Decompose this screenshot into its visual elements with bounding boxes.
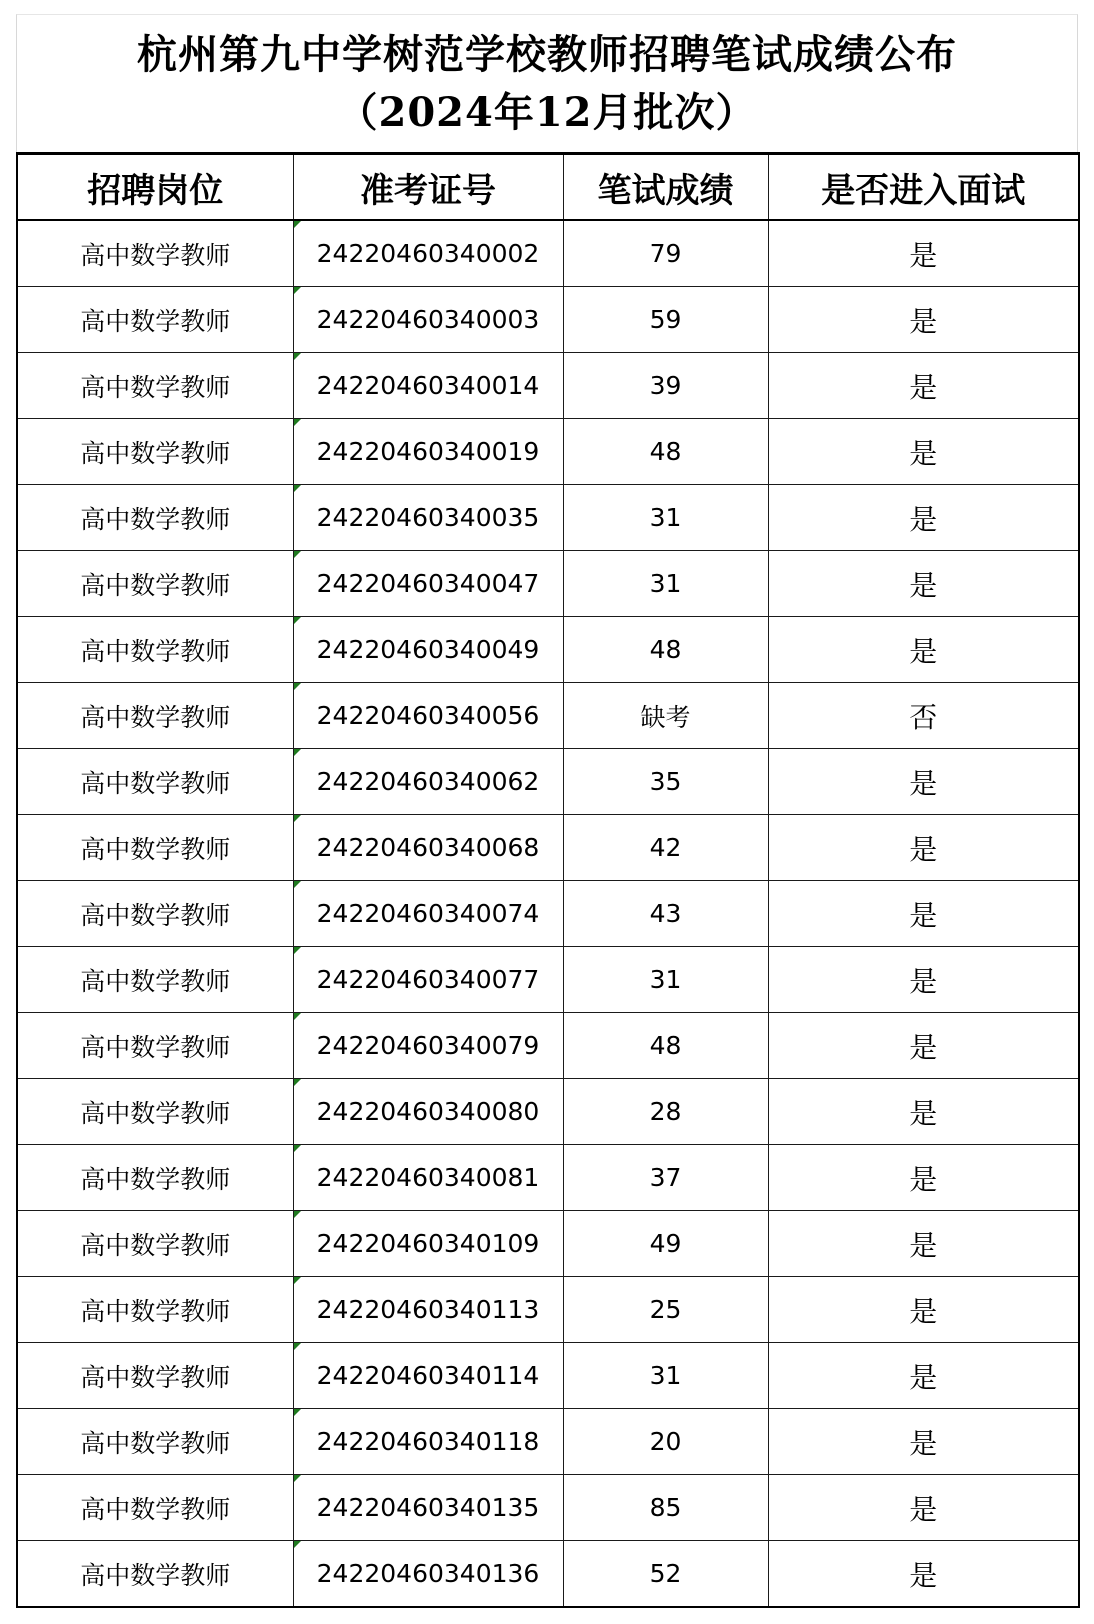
post-cell: 高中数学教师 [17,947,293,1013]
header-post: 招聘岗位 [17,154,293,221]
post-cell: 高中数学教师 [17,1211,293,1277]
post-cell: 高中数学教师 [17,1343,293,1409]
exam-id-cell: 24220460340136 [293,1541,563,1608]
interview-result-cell: 是 [768,220,1079,287]
score-cell: 59 [563,287,768,353]
exam-id-cell: 24220460340135 [293,1475,563,1541]
score-table [16,152,1080,1608]
score-cell: 42 [563,815,768,881]
interview-result-cell: 是 [768,815,1079,881]
exam-id-cell: 24220460340002 [293,220,563,287]
table-row [17,1409,1079,1475]
interview-result-cell: 是 [768,419,1079,485]
header-exam-id: 准考证号 [293,154,563,221]
interview-result-cell: 是 [768,881,1079,947]
table-row [17,1541,1079,1608]
score-cell: 35 [563,749,768,815]
table-row [17,881,1079,947]
exam-id-cell: 24220460340079 [293,1013,563,1079]
header-row [17,154,1079,221]
table-row [17,1013,1079,1079]
post-cell: 高中数学教师 [17,749,293,815]
interview-result-cell: 是 [768,485,1079,551]
score-sheet [16,14,1078,1608]
table-body [17,220,1079,1607]
score-cell: 49 [563,1211,768,1277]
interview-result-cell: 是 [768,1145,1079,1211]
score-cell: 31 [563,1343,768,1409]
table-row [17,419,1079,485]
score-cell: 48 [563,617,768,683]
post-cell: 高中数学教师 [17,220,293,287]
interview-result-cell: 是 [768,1409,1079,1475]
table-row [17,287,1079,353]
table-row [17,749,1079,815]
interview-result-cell: 是 [768,1343,1079,1409]
post-cell: 高中数学教师 [17,881,293,947]
score-cell: 25 [563,1277,768,1343]
table-row [17,551,1079,617]
table-row [17,1475,1079,1541]
header-interview: 是否进入面试 [768,154,1079,221]
interview-result-cell: 是 [768,1013,1079,1079]
interview-result-cell: 是 [768,1277,1079,1343]
table-row [17,485,1079,551]
post-cell: 高中数学教师 [17,1079,293,1145]
score-cell: 缺考 [563,683,768,749]
exam-id-cell: 24220460340049 [293,617,563,683]
interview-result-cell: 是 [768,947,1079,1013]
post-cell: 高中数学教师 [17,1277,293,1343]
exam-id-cell: 24220460340003 [293,287,563,353]
score-cell: 48 [563,1013,768,1079]
score-cell: 31 [563,947,768,1013]
interview-result-cell: 是 [768,287,1079,353]
exam-id-cell: 24220460340081 [293,1145,563,1211]
score-cell: 28 [563,1079,768,1145]
title-block [16,14,1078,152]
table-row [17,1277,1079,1343]
table-row [17,1211,1079,1277]
post-cell: 高中数学教师 [17,1475,293,1541]
exam-id-cell: 24220460340080 [293,1079,563,1145]
score-cell: 39 [563,353,768,419]
score-cell: 31 [563,551,768,617]
score-cell: 43 [563,881,768,947]
post-cell: 高中数学教师 [17,353,293,419]
interview-result-cell: 是 [768,1541,1079,1608]
exam-id-cell: 24220460340077 [293,947,563,1013]
exam-id-cell: 24220460340047 [293,551,563,617]
score-cell: 79 [563,220,768,287]
post-cell: 高中数学教师 [17,815,293,881]
exam-id-cell: 24220460340074 [293,881,563,947]
interview-result-cell: 是 [768,1211,1079,1277]
post-cell: 高中数学教师 [17,419,293,485]
page-subtitle: （2024年12月批次） [337,88,757,136]
post-cell: 高中数学教师 [17,1145,293,1211]
exam-id-cell: 24220460340035 [293,485,563,551]
post-cell: 高中数学教师 [17,287,293,353]
exam-id-cell: 24220460340109 [293,1211,563,1277]
score-cell: 31 [563,485,768,551]
exam-id-cell: 24220460340114 [293,1343,563,1409]
interview-result-cell: 是 [768,353,1079,419]
table-row [17,220,1079,287]
interview-result-cell: 是 [768,551,1079,617]
table-row [17,353,1079,419]
post-cell: 高中数学教师 [17,1541,293,1608]
exam-id-cell: 24220460340056 [293,683,563,749]
interview-result-cell: 是 [768,617,1079,683]
table-row [17,815,1079,881]
post-cell: 高中数学教师 [17,485,293,551]
post-cell: 高中数学教师 [17,617,293,683]
score-cell: 20 [563,1409,768,1475]
post-cell: 高中数学教师 [17,683,293,749]
exam-id-cell: 24220460340118 [293,1409,563,1475]
post-cell: 高中数学教师 [17,1409,293,1475]
page-title: 杭州第九中学树范学校教师招聘笔试成绩公布 [137,30,957,78]
exam-id-cell: 24220460340014 [293,353,563,419]
exam-id-cell: 24220460340113 [293,1277,563,1343]
score-cell: 48 [563,419,768,485]
exam-id-cell: 24220460340062 [293,749,563,815]
table-row [17,1343,1079,1409]
table-row [17,1079,1079,1145]
table-row [17,617,1079,683]
interview-result-cell: 是 [768,1079,1079,1145]
interview-result-cell: 否 [768,683,1079,749]
header-score: 笔试成绩 [563,154,768,221]
table-row [17,947,1079,1013]
exam-id-cell: 24220460340019 [293,419,563,485]
interview-result-cell: 是 [768,1475,1079,1541]
score-cell: 52 [563,1541,768,1608]
interview-result-cell: 是 [768,749,1079,815]
post-cell: 高中数学教师 [17,1013,293,1079]
table-row [17,1145,1079,1211]
score-cell: 85 [563,1475,768,1541]
exam-id-cell: 24220460340068 [293,815,563,881]
post-cell: 高中数学教师 [17,551,293,617]
score-cell: 37 [563,1145,768,1211]
table-row [17,683,1079,749]
